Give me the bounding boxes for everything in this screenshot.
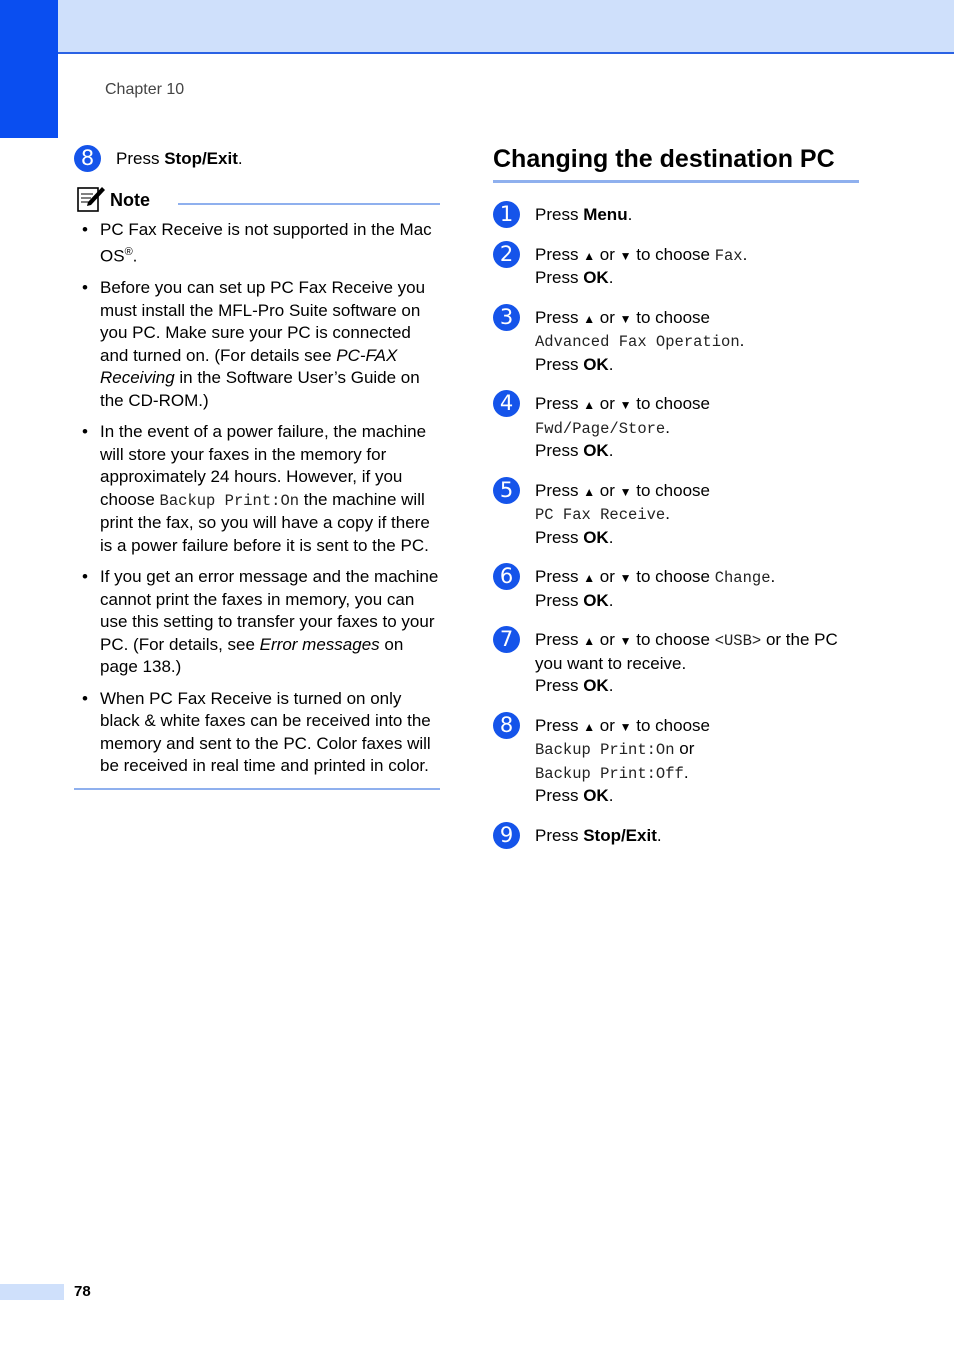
note-rule — [178, 203, 440, 205]
step-1 — [493, 201, 859, 227]
chapter-tab — [0, 0, 58, 138]
note-item: • If you get an error message and the machine cannot print the faxes in memory, you can use this setting to transfer your faxes to your PC. (For details, see Error messages on page 138.) — [74, 566, 440, 679]
step-number-badge: 6 — [493, 563, 520, 590]
down-arrow-icon: ▼ — [619, 634, 632, 648]
down-arrow-icon: ▼ — [619, 719, 632, 734]
note-item: • When PC Fax Receive is turned on only black & white faxes can be received into the memory and sent to the PC. Color faxes will be received in real time and printed in color. — [74, 688, 440, 778]
step-6 — [493, 563, 859, 612]
chapter-label: Chapter 10 — [105, 81, 185, 98]
up-arrow-icon: ▲ — [583, 571, 596, 585]
step-number-badge: 9 — [493, 822, 520, 849]
step-text: Press Stop/Exit. — [535, 825, 662, 845]
up-arrow-icon: ▲ — [583, 719, 596, 734]
step-number-badge: 3 — [493, 304, 520, 331]
up-arrow-icon: ▲ — [583, 248, 596, 263]
down-arrow-icon: ▼ — [619, 311, 632, 326]
step-text: Press ▲ or ▼ to choose Backup Print:On or Backup Print:Off. Press OK. — [535, 715, 710, 805]
step-text: Press ▲ or ▼ to choose PC Fax Receive. Press OK. — [535, 480, 710, 547]
step-text: Press ▲ or ▼ to choose <USB> or the PC you want to receive. Press OK. — [535, 630, 838, 695]
step-number-badge: 8 — [74, 145, 101, 172]
step-number-badge: 5 — [493, 477, 520, 504]
step-5 — [493, 477, 859, 550]
step-text: Press Menu. — [535, 205, 633, 224]
up-arrow-icon: ▲ — [583, 484, 596, 499]
up-arrow-icon: ▲ — [583, 634, 596, 648]
down-arrow-icon: ▼ — [619, 484, 632, 499]
step-7 — [493, 626, 859, 698]
note-list — [74, 219, 440, 778]
step-number-badge: 4 — [493, 390, 520, 417]
step-3 — [493, 304, 859, 377]
down-arrow-icon: ▼ — [619, 398, 632, 412]
left-column — [74, 145, 440, 790]
note-item: • Before you can set up PC Fax Receive you must install the MFL-Pro Suite software on you PC. Make sure your PC is connected and turned on. (For details see PC-FAX Receiving in the Software User’s Guide on the CD-ROM.) — [74, 277, 440, 412]
header-bar — [0, 0, 954, 54]
note-item: • PC Fax Receive is not supported in the Mac OS®. — [74, 219, 440, 269]
step-number-badge: 8 — [493, 712, 520, 739]
up-arrow-icon: ▲ — [583, 311, 596, 326]
page-number: 78 — [74, 1283, 91, 1300]
step-9 — [493, 822, 859, 848]
up-arrow-icon: ▲ — [583, 398, 596, 412]
note-item: • In the event of a power failure, the machine will store your faxes in the memory for approximately 24 hours. However, if you choose Backup Print:On the machine will print the fax, so you will have a copy if there is a power failure before it is sent to the PC. — [74, 421, 440, 557]
step-number-badge: 2 — [493, 241, 520, 268]
note-box — [74, 185, 440, 790]
step-number-badge: 1 — [493, 201, 520, 228]
step-text: Press ▲ or ▼ to choose Fax. Press OK. — [535, 244, 748, 287]
down-arrow-icon: ▼ — [619, 248, 632, 263]
step-2 — [493, 241, 859, 290]
step-8 — [493, 712, 859, 808]
note-pencil-icon — [76, 185, 106, 213]
step-text: Press ▲ or ▼ to choose Advanced Fax Operation. Press OK. — [535, 307, 745, 374]
down-arrow-icon: ▼ — [619, 571, 632, 585]
note-header — [74, 185, 440, 219]
step-number-badge: 7 — [493, 626, 520, 653]
page-number-bar — [0, 1284, 64, 1300]
note-bottom-rule — [74, 788, 440, 790]
section-title: Changing the destination PC — [493, 142, 859, 183]
step-text: Press ▲ or ▼ to choose Fwd/Page/Store. Press OK. — [535, 394, 710, 460]
note-title: Note — [110, 189, 150, 210]
step-8-stop-exit — [74, 145, 440, 171]
right-column — [493, 142, 859, 861]
step-text: Press Stop/Exit. — [116, 149, 243, 168]
step-text: Press ▲ or ▼ to choose Change. Press OK. — [535, 567, 776, 610]
step-4 — [493, 390, 859, 463]
